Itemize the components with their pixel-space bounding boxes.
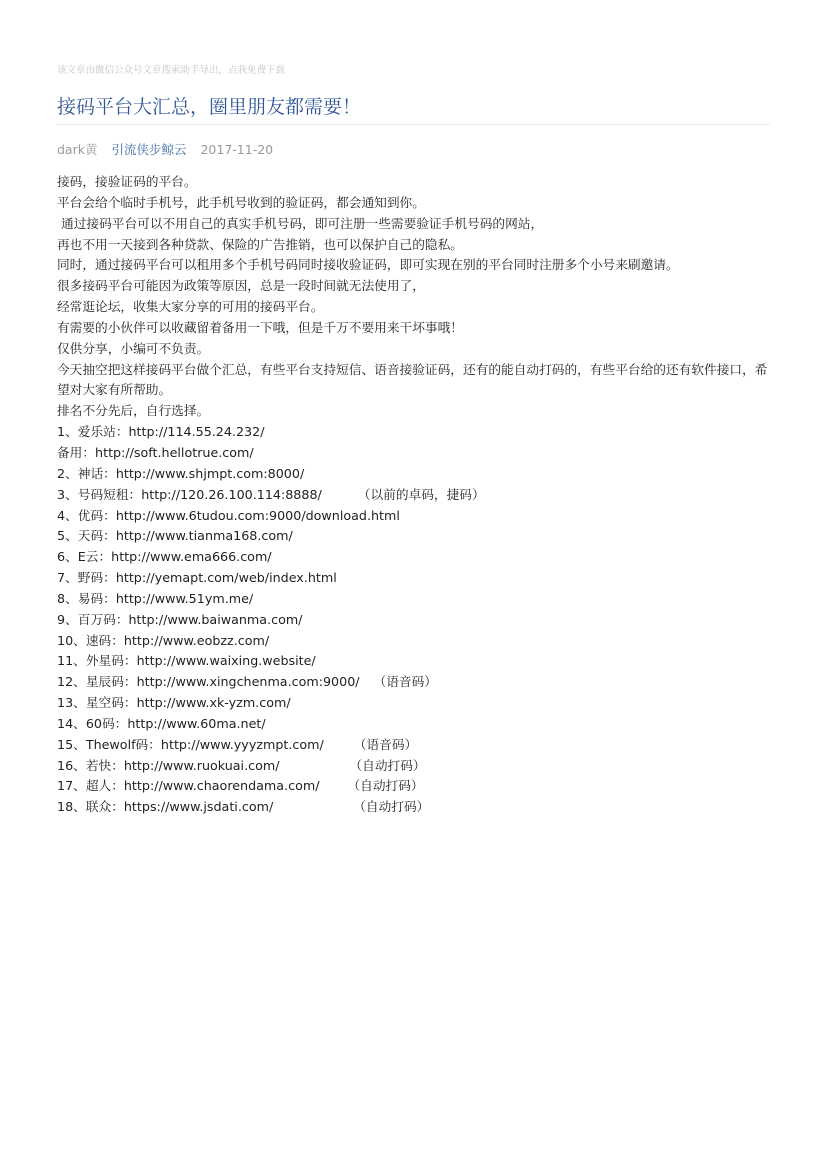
list-item [57,756,770,777]
list-item [57,735,770,756]
list-item-text: 12、星辰码：http://www.xingchenma.com:9000/ [57,674,360,690]
paragraph: 平台会给个临时手机号，此手机号收到的验证码，都会通知到你。 [57,194,425,210]
list-item-text: 5、天码：http://www.tianma168.com/ [57,528,293,544]
author-name: dark黄 [57,142,98,157]
list-item-text: 备用：http://soft.hellotrue.com/ [57,444,254,460]
list-item [57,568,770,589]
publish-date: 2017-11-20 [200,142,274,157]
list-item-text: 14、60码：http://www.60ma.net/ [57,715,266,731]
paragraph: 通过接码平台可以不用自己的真实手机号码，即可注册一些需要验证手机号码的网站， [57,215,544,231]
title-divider [57,124,770,125]
list-item-text: 3、号码短租：http://120.26.100.114:8888/ [57,486,322,502]
list-item [57,589,770,610]
list-item [57,464,770,485]
list-item [57,506,770,527]
article-body [57,172,770,818]
list-item-text: 9、百万码：http://www.baiwanma.com/ [57,611,303,627]
paragraph: 很多接码平台可能因为政策等原因，总是一段时间就无法使用了， [57,278,425,294]
list-item [57,693,770,714]
list-item [57,526,770,547]
list-item [57,443,770,464]
paragraph: 接码，接验证码的平台。 [57,174,197,189]
paragraph: 仅供分享，小编可不负责。 [57,340,210,356]
list-item-note: （以前的卓码，捷码） [357,486,485,502]
paragraph: 经常逛论坛，收集大家分享的可用的接码平台。 [57,299,324,315]
export-notice-link[interactable]: 该文章由微信公众号文章搜索助手导出，点我免费下载 [57,65,286,76]
paragraph: 同时，通过接码平台可以租用多个手机号码同时接收验证码，即可实现在别的平台同时注册多个小号来刷邀请。 [57,257,679,273]
list-item [57,547,770,568]
list-item-text: 16、若快：http://www.ruokuai.com/ [57,757,280,773]
paragraph: 今天抽空把这样接码平台做个汇总，有些平台支持短信、语音接验证码，还有的能自动打码的，有些平台给的还有软件接口，希望对大家有所帮助。 [57,361,768,398]
paragraph: 再也不用一天接到各种贷款、保险的广告推销，也可以保护自己的隐私。 [57,236,463,252]
paragraph: 排名不分先后，自行选择。 [57,403,210,419]
list-item [57,485,770,506]
list-item-note: （语音码） [353,736,418,752]
list-item [57,610,770,631]
list-item-text: 8、易码：http://www.51ym.me/ [57,590,254,606]
article-title: 接码平台大汇总，圈里朋友都需要！ [57,96,362,118]
list-item-text: 15、Thewolf码：http://www.yyyzmpt.com/ [57,736,324,752]
list-item [57,651,770,672]
list-item-text: 2、神话：http://www.shjmpt.com:8000/ [57,465,305,481]
list-item-text: 10、速码：http://www.eobzz.com/ [57,632,270,648]
list-item [57,797,770,818]
list-item-text: 7、野码：http://yemapt.com/web/index.html [57,570,337,586]
list-item [57,422,770,443]
list-item-text: 1、爱乐站：http://114.55.24.232/ [57,424,265,440]
list-item-note: （自动打码） [347,778,424,794]
list-item-text: 11、外星码：http://www.waixing.website/ [57,653,316,669]
list-item [57,714,770,735]
list-item-note: （语音码） [373,674,437,690]
list-item-note: （自动打码） [349,757,426,773]
list-item [57,672,770,693]
list-item-text: 4、优码：http://www.6tudou.com:9000/download.html [57,507,400,523]
paragraph: 有需要的小伙伴可以收藏留着备用一下哦，但是千万不要用来干坏事哦！ [57,319,463,335]
list-item [57,776,770,797]
list-item-text: 17、超人：http://www.chaorendama.com/ [57,778,320,794]
list-item-text: 13、星空码：http://www.xk-yzm.com/ [57,695,291,711]
account-name-link[interactable]: 引流侠步鲸云 [111,142,187,157]
list-item-text: 18、联众：https://www.jsdati.com/ [57,799,274,815]
article-meta [57,140,273,158]
list-item-text: 6、E云：http://www.ema666.com/ [57,549,272,565]
list-item [57,631,770,652]
list-item-note: （自动打码） [353,799,430,815]
